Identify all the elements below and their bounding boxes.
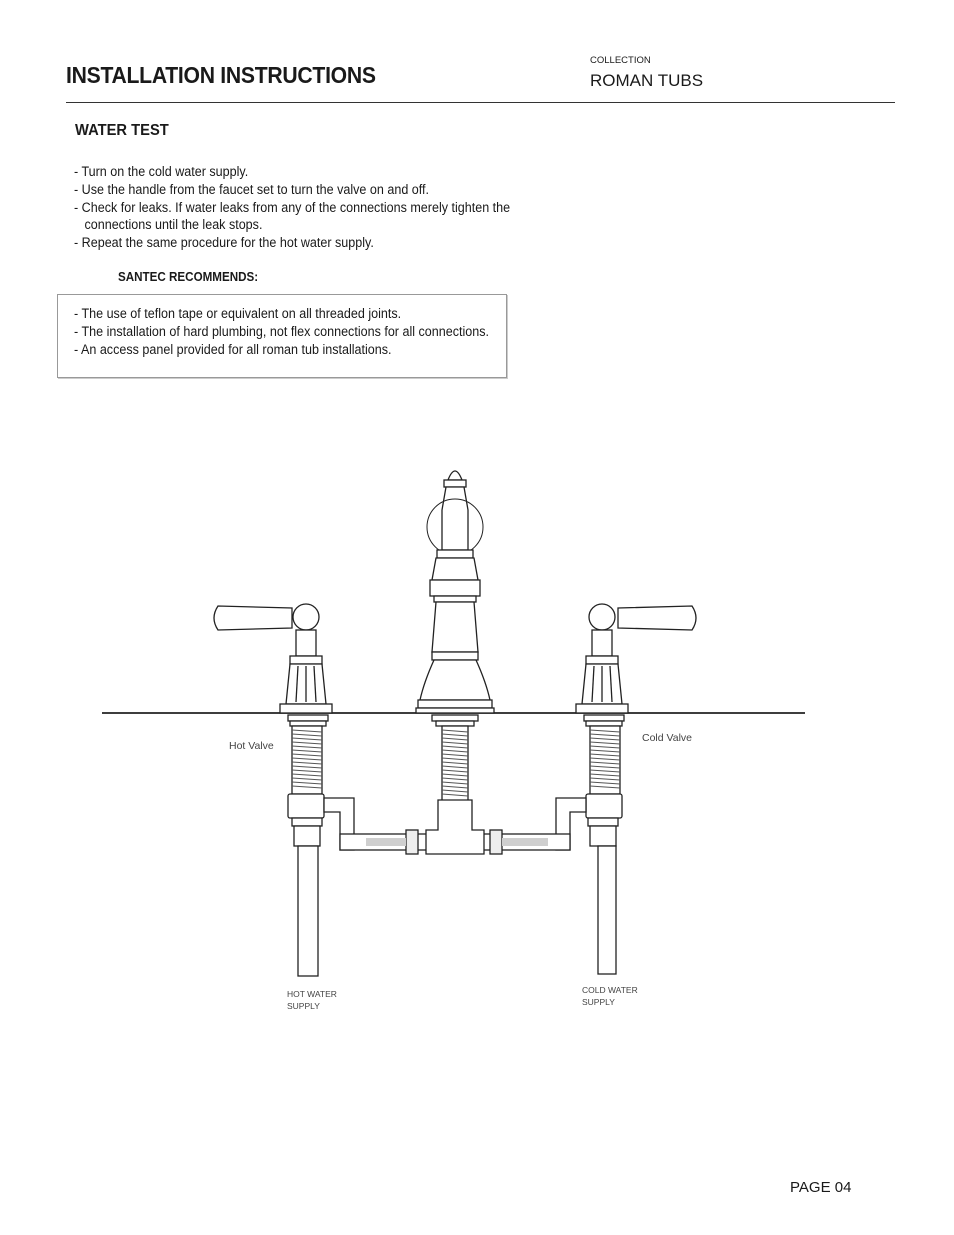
header-divider <box>66 102 895 103</box>
hot-supply-line2: SUPPLY <box>287 1001 320 1011</box>
hot-valve-label: Hot Valve <box>229 740 274 752</box>
cold-water-supply-label <box>582 984 652 1008</box>
recommendations-list <box>74 305 489 358</box>
recommendation-item: - The installation of hard plumbing, not flex connections for all connections. <box>74 323 490 339</box>
page-title: INSTALLATION INSTRUCTIONS <box>66 62 376 88</box>
cold-valve <box>576 604 696 713</box>
cold-valve-body <box>586 794 622 818</box>
step-item: - Turn on the cold water supply. <box>74 164 249 179</box>
hot-nut <box>288 715 328 721</box>
hot-supply-line1: HOT WATER <box>287 989 337 999</box>
recommendations-heading: SANTEC RECOMMENDS: <box>118 270 259 284</box>
hot-supply-pipe <box>298 846 318 976</box>
step-item: connections until the leak stops. <box>74 217 263 233</box>
recommendation-item: - An access panel provided for all roman tub installations. <box>74 341 392 357</box>
collection-label: COLLECTION <box>590 55 651 66</box>
water-test-heading: WATER TEST <box>75 122 169 139</box>
cold-valve-label: Cold Valve <box>642 732 692 744</box>
hot-valve-body <box>288 794 324 818</box>
spout <box>416 471 494 713</box>
cold-nut <box>584 715 624 721</box>
faucet-diagram <box>100 455 810 1025</box>
recommendation-item: - The use of teflon tape or equivalent on all threaded joints. <box>74 306 402 321</box>
cold-supply-pipe <box>598 846 616 974</box>
step-item: - Check for leaks. If water leaks from any of the connections merely tighten the <box>74 199 511 215</box>
step-item: - Repeat the same procedure for the hot water supply. <box>74 235 374 251</box>
collection-name: ROMAN TUBS <box>590 71 704 90</box>
spout-nut <box>432 715 478 721</box>
hot-water-supply-label <box>287 988 357 1012</box>
water-test-steps <box>74 163 510 252</box>
cold-supply-line1: COLD WATER <box>582 985 638 995</box>
cold-supply-line2: SUPPLY <box>582 997 615 1007</box>
hot-valve <box>214 604 332 713</box>
page-number: PAGE 04 <box>790 1179 852 1196</box>
tee-fitting <box>426 800 484 854</box>
step-item: - Use the handle from the faucet set to turn the valve on and off. <box>74 181 430 197</box>
